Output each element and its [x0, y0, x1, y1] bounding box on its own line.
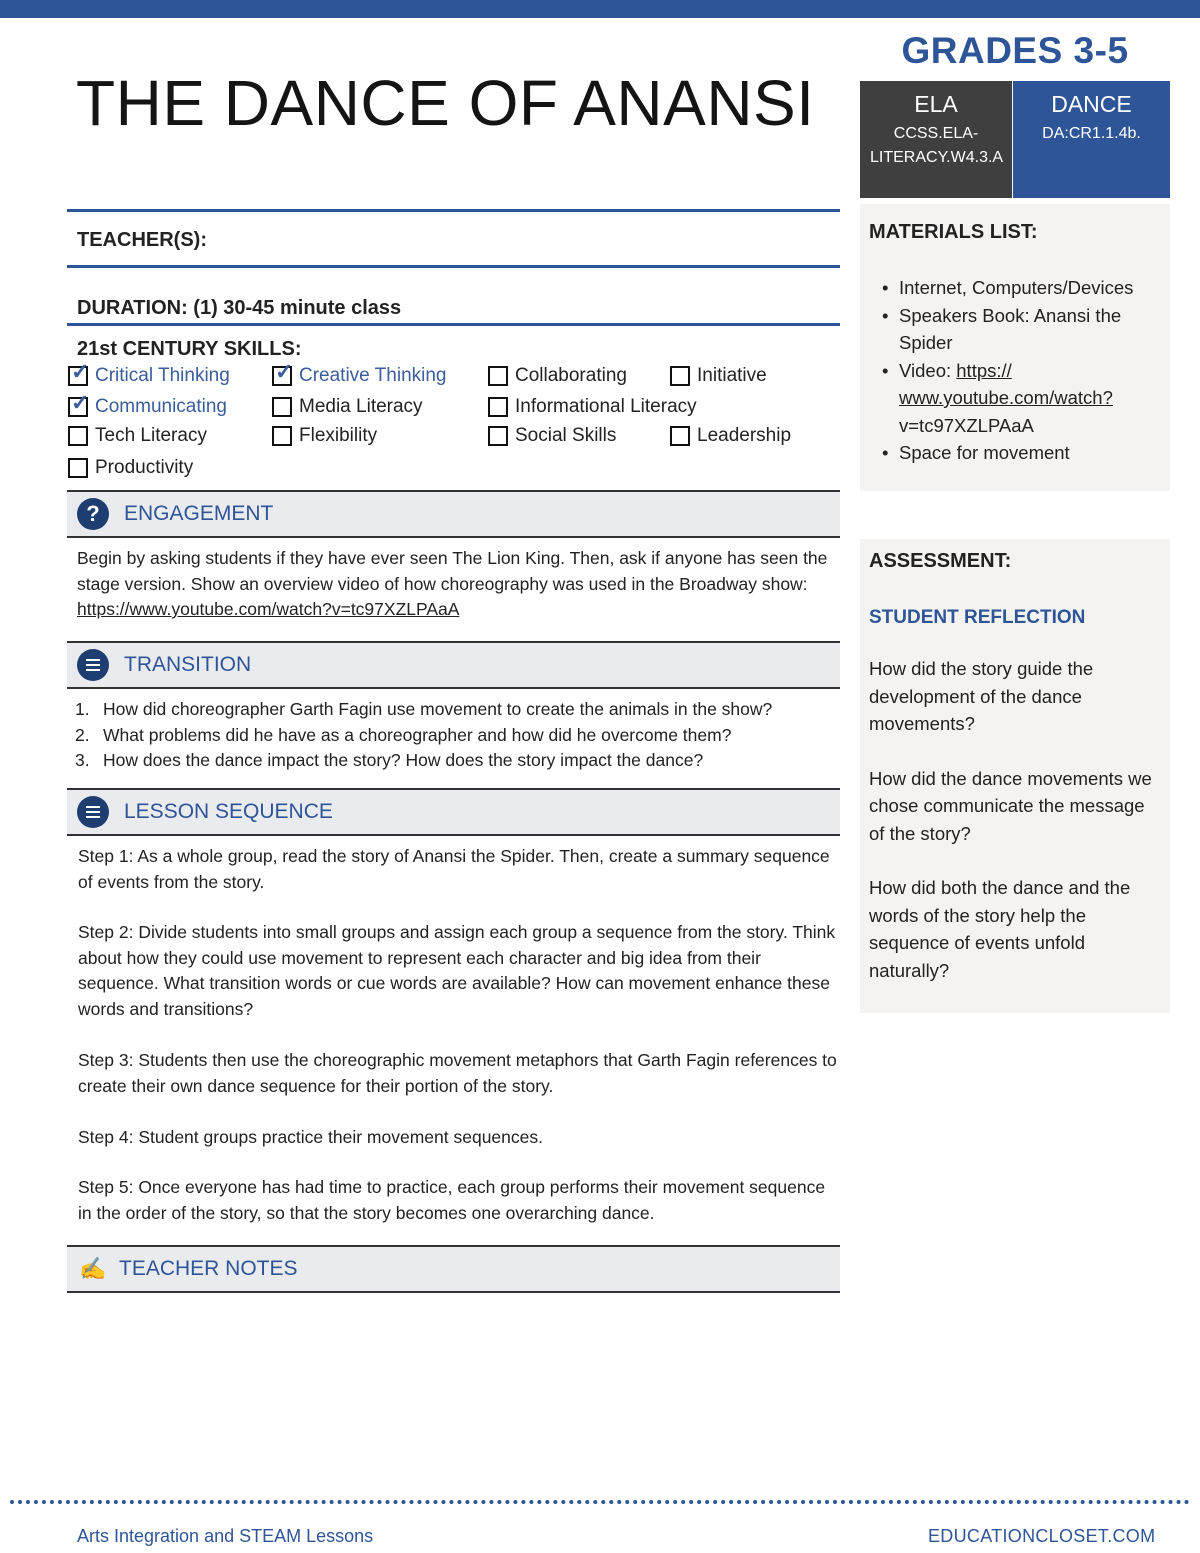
teacher-notes-header [67, 1245, 840, 1293]
dance-standard-code: DA:CR1.1.4b. [1042, 125, 1141, 142]
ela-standard-code: CCSS.ELA-LITERACY.W4.3.A [870, 125, 1004, 166]
skill-critical-thinking[interactable] [68, 359, 230, 387]
bullet: • [882, 277, 889, 298]
list-icon [77, 649, 109, 681]
checkbox[interactable] [68, 458, 88, 478]
lesson-header [67, 788, 840, 836]
divider [67, 209, 840, 212]
skill-tech-literacy[interactable] [68, 425, 207, 447]
grade-level: GRADES 3-5 [901, 30, 1129, 71]
materials-list [882, 274, 1170, 467]
checkbox[interactable] [488, 397, 508, 417]
skill-label: Informational Literacy [515, 396, 697, 417]
ela-standard-box [860, 81, 1012, 198]
item-text: How does the dance impact the story? How does the story impact the dance? [103, 750, 704, 770]
checkbox[interactable] [272, 397, 292, 417]
check-icon: ✓ [71, 359, 90, 384]
footer-divider [10, 1500, 1190, 1504]
skill-communicating[interactable] [68, 390, 227, 418]
duration-label: DURATION: (1) 30-45 minute class [77, 297, 402, 319]
material-text: Speakers Book: Anansi the Spider [899, 304, 1122, 353]
skill-flexibility[interactable] [272, 425, 377, 447]
reflection-question-2: How did the dance movements we chose communicate the message of the story? [869, 767, 1152, 844]
dance-subject: DANCE [1051, 91, 1132, 117]
reflection-question-3: How did both the dance and the words of the story help the sequence of events unfold naturally? [869, 877, 1131, 981]
skill-creative-thinking[interactable] [272, 359, 447, 387]
teacher-notes-title: TEACHER NOTES [119, 1257, 298, 1280]
lesson-step-4: Step 4: Student groups practice their movement sequences. [78, 1127, 543, 1147]
engagement-text [77, 546, 837, 623]
lesson-step-1: Step 1: As a whole group, read the story of Anansi the Spider. Then, create a summary sequence of events from the story. [78, 846, 830, 892]
bullet: • [882, 442, 889, 463]
video-link-id[interactable]: v=tc97XZLPAaA [899, 414, 1034, 436]
video-link[interactable]: www.youtube.com/watch? [899, 387, 1113, 408]
engagement-video-link[interactable]: https://www.youtube.com/watch?v=tc97XZLPAaA [77, 599, 460, 619]
skill-label: Collaborating [515, 365, 627, 386]
skill-label: Communicating [95, 396, 227, 417]
writing-hand-icon: ✍ [79, 1256, 107, 1281]
skill-label: Media Literacy [299, 396, 423, 417]
assessment-title: ASSESSMENT: [869, 550, 1012, 572]
ela-subject: ELA [914, 91, 958, 117]
list-item [882, 357, 1170, 440]
material-text: Space for movement [899, 442, 1070, 463]
checkbox[interactable] [488, 366, 508, 386]
material-text: Internet, Computers/Devices [899, 277, 1134, 298]
list-item [75, 723, 840, 749]
material-video [899, 357, 1113, 440]
checkbox-checked[interactable] [272, 359, 294, 386]
skill-label: Productivity [95, 457, 194, 478]
item-number: 3. [75, 750, 90, 770]
list-item [75, 697, 840, 723]
lesson-step-5: Step 5: Once everyone has had time to practice, each group performs their movement sequence in the order of the story, so that the story becomes one overarching dance. [78, 1177, 826, 1223]
skill-label: Critical Thinking [95, 365, 230, 386]
list-icon [77, 796, 109, 828]
lesson-title: LESSON SEQUENCE [124, 800, 333, 823]
transition-header [67, 641, 840, 689]
skill-label: Leadership [697, 425, 792, 446]
skill-label: Initiative [697, 365, 767, 386]
list-item [882, 439, 1170, 467]
item-text: What problems did he have as a choreographer and how did he overcome them? [103, 724, 732, 745]
skill-productivity[interactable] [68, 457, 193, 479]
reflection-question-1: How did the story guide the development of the dance movements? [869, 658, 1094, 734]
divider [67, 323, 840, 326]
bullet: • [882, 359, 889, 381]
materials-panel [860, 204, 1170, 491]
check-icon: ✓ [275, 359, 294, 384]
skill-collaborating[interactable] [488, 365, 627, 387]
lesson-step-3: Step 3: Students then use the choreographic movement metaphors that Garth Fagin references to create their own dance sequence for their portion of the story. [78, 1050, 837, 1096]
bullet: • [882, 304, 889, 326]
dance-standard-box [1013, 81, 1170, 198]
item-number: 1. [75, 699, 90, 719]
video-link[interactable]: https:// [956, 359, 1012, 381]
item-text: How did choreographer Garth Fagin use movement to create the animals in the show? [103, 699, 773, 719]
skill-label: Flexibility [299, 425, 378, 446]
footer-tagline: Arts Integration and STEAM Lessons [77, 1526, 374, 1546]
assessment-panel [860, 539, 1170, 1013]
skill-informational-literacy[interactable] [488, 396, 697, 418]
skill-leadership[interactable] [670, 425, 791, 447]
question-icon: ? [77, 498, 109, 530]
skill-label: Creative Thinking [299, 365, 447, 386]
skill-media-literacy[interactable] [272, 396, 423, 418]
skill-label: Social Skills [515, 425, 617, 446]
skill-social-skills[interactable] [488, 425, 616, 447]
lesson-step-2: Step 2: Divide students into small groups and assign each group a sequence from the story. Think about how they could use movement to represent each character and big idea from their sequence. What transition words or cue words are available? How can movement enhance these words and transitions? [78, 922, 836, 1019]
engagement-header [67, 490, 840, 538]
engagement-title: ENGAGEMENT [124, 502, 274, 525]
student-reflection-label: STUDENT REFLECTION [869, 607, 1086, 628]
footer-site-link[interactable]: EDUCATIONCLOSET.COM [928, 1526, 1156, 1546]
teacher-label: TEACHER(S): [77, 229, 207, 251]
engagement-body: Begin by asking students if they have ever seen The Lion King. Then, ask if anyone has seen the stage version. Show an overview video of how choreography was used in the Broadway show: [77, 548, 828, 594]
checkbox[interactable] [488, 426, 508, 446]
checkbox[interactable] [670, 366, 690, 386]
skills-label: 21st CENTURY SKILLS: [77, 338, 302, 360]
checkbox[interactable] [272, 426, 292, 446]
video-prefix: Video: [899, 359, 957, 381]
transition-title: TRANSITION [124, 653, 252, 676]
checkbox-checked[interactable] [68, 359, 90, 386]
materials-title: MATERIALS LIST: [869, 221, 1038, 243]
list-item [882, 274, 1170, 302]
skill-initiative[interactable] [670, 365, 767, 387]
check-icon: ✓ [71, 390, 90, 415]
page-title: THE DANCE OF ANANSI [76, 67, 815, 139]
item-number: 2. [75, 724, 90, 745]
list-item [882, 302, 1170, 357]
divider [67, 265, 840, 268]
checkbox[interactable] [670, 426, 690, 446]
checkbox[interactable] [68, 426, 88, 446]
skill-label: Tech Literacy [95, 425, 207, 446]
top-accent-bar [0, 0, 1200, 18]
list-item [75, 748, 840, 774]
checkbox-checked[interactable] [68, 390, 90, 417]
transition-questions [75, 697, 840, 774]
